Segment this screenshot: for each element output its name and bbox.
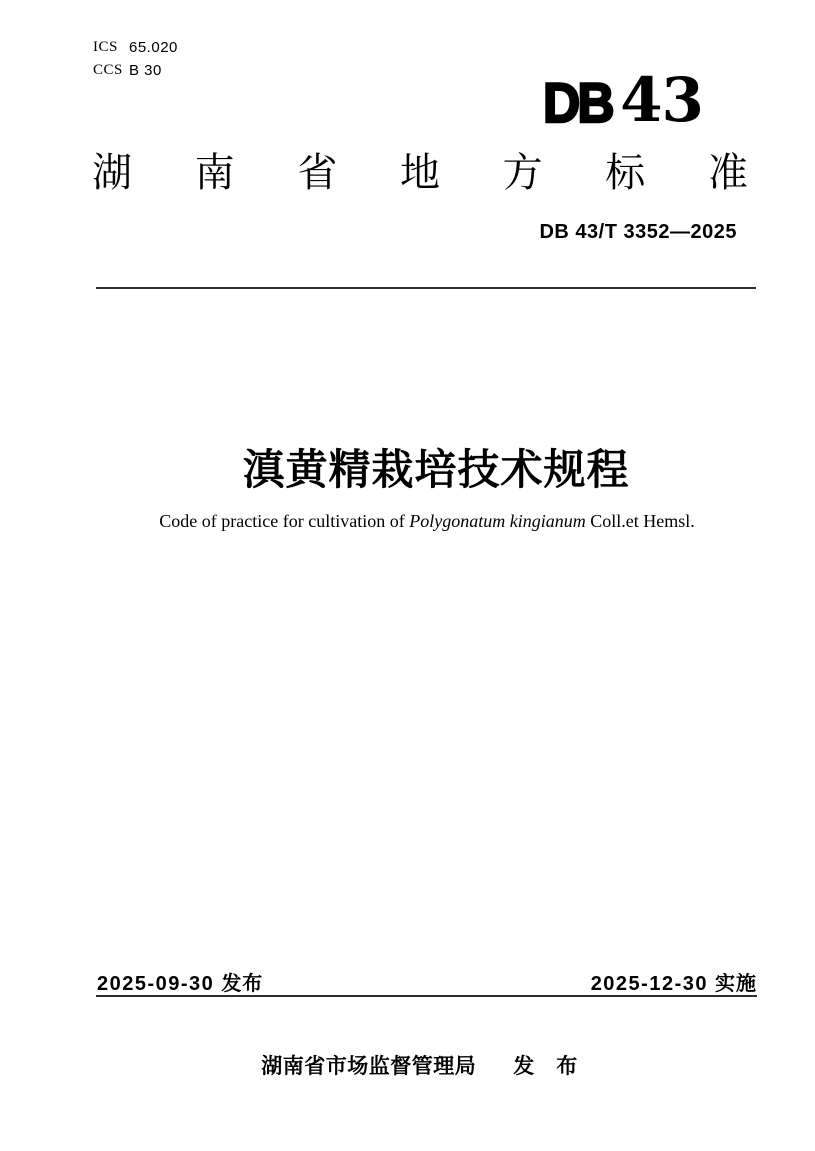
issue-date-group	[97, 967, 263, 996]
standard-type-char: 标	[605, 151, 646, 195]
standard-type-char: 准	[707, 151, 748, 195]
ics-label: ICS	[93, 39, 118, 55]
standard-type-char: 省	[297, 151, 338, 195]
ccs-label: CCS	[93, 62, 123, 78]
db43-logo	[537, 65, 703, 136]
document-title-chinese: 滇黄精栽培技术规程	[242, 446, 630, 493]
issue-label: 发布	[221, 973, 264, 995]
publisher-row	[24, 1050, 815, 1080]
implement-date: 2025-12-30	[590, 973, 708, 995]
issue-date: 2025-09-30	[97, 973, 215, 995]
standard-type-char: 湖	[92, 151, 132, 195]
db-logo-prefix: DB	[543, 71, 613, 134]
implement-date-group	[591, 967, 757, 996]
ccs-row	[93, 59, 178, 82]
implement-label: 实施	[715, 973, 757, 995]
standard-type-char: 南	[194, 151, 235, 195]
header-divider-rule	[96, 287, 756, 289]
dates-row	[97, 967, 757, 996]
ics-value: 65.020	[129, 39, 178, 56]
standard-type-char: 地	[399, 151, 440, 195]
document-title-english	[96, 511, 758, 532]
species-latin-name: Polygonatum kingianum	[409, 511, 586, 531]
classification-codes	[93, 36, 178, 82]
standard-type-heading	[92, 150, 748, 196]
ics-row	[93, 36, 178, 59]
ccs-value: B 30	[129, 62, 162, 79]
title-english-prefix: Code of practice for cultivation of	[159, 511, 410, 531]
footer-divider-rule	[96, 995, 757, 997]
standard-type-char: 方	[502, 151, 543, 195]
release-word: 发 布	[513, 1055, 578, 1078]
db-logo-region-code: 43	[620, 65, 703, 136]
publisher-name: 湖南省市场监督管理局	[261, 1055, 477, 1078]
standard-number: DB 43/T 3352—2025	[539, 221, 737, 243]
title-english-suffix: Coll.et Hemsl.	[585, 511, 695, 531]
